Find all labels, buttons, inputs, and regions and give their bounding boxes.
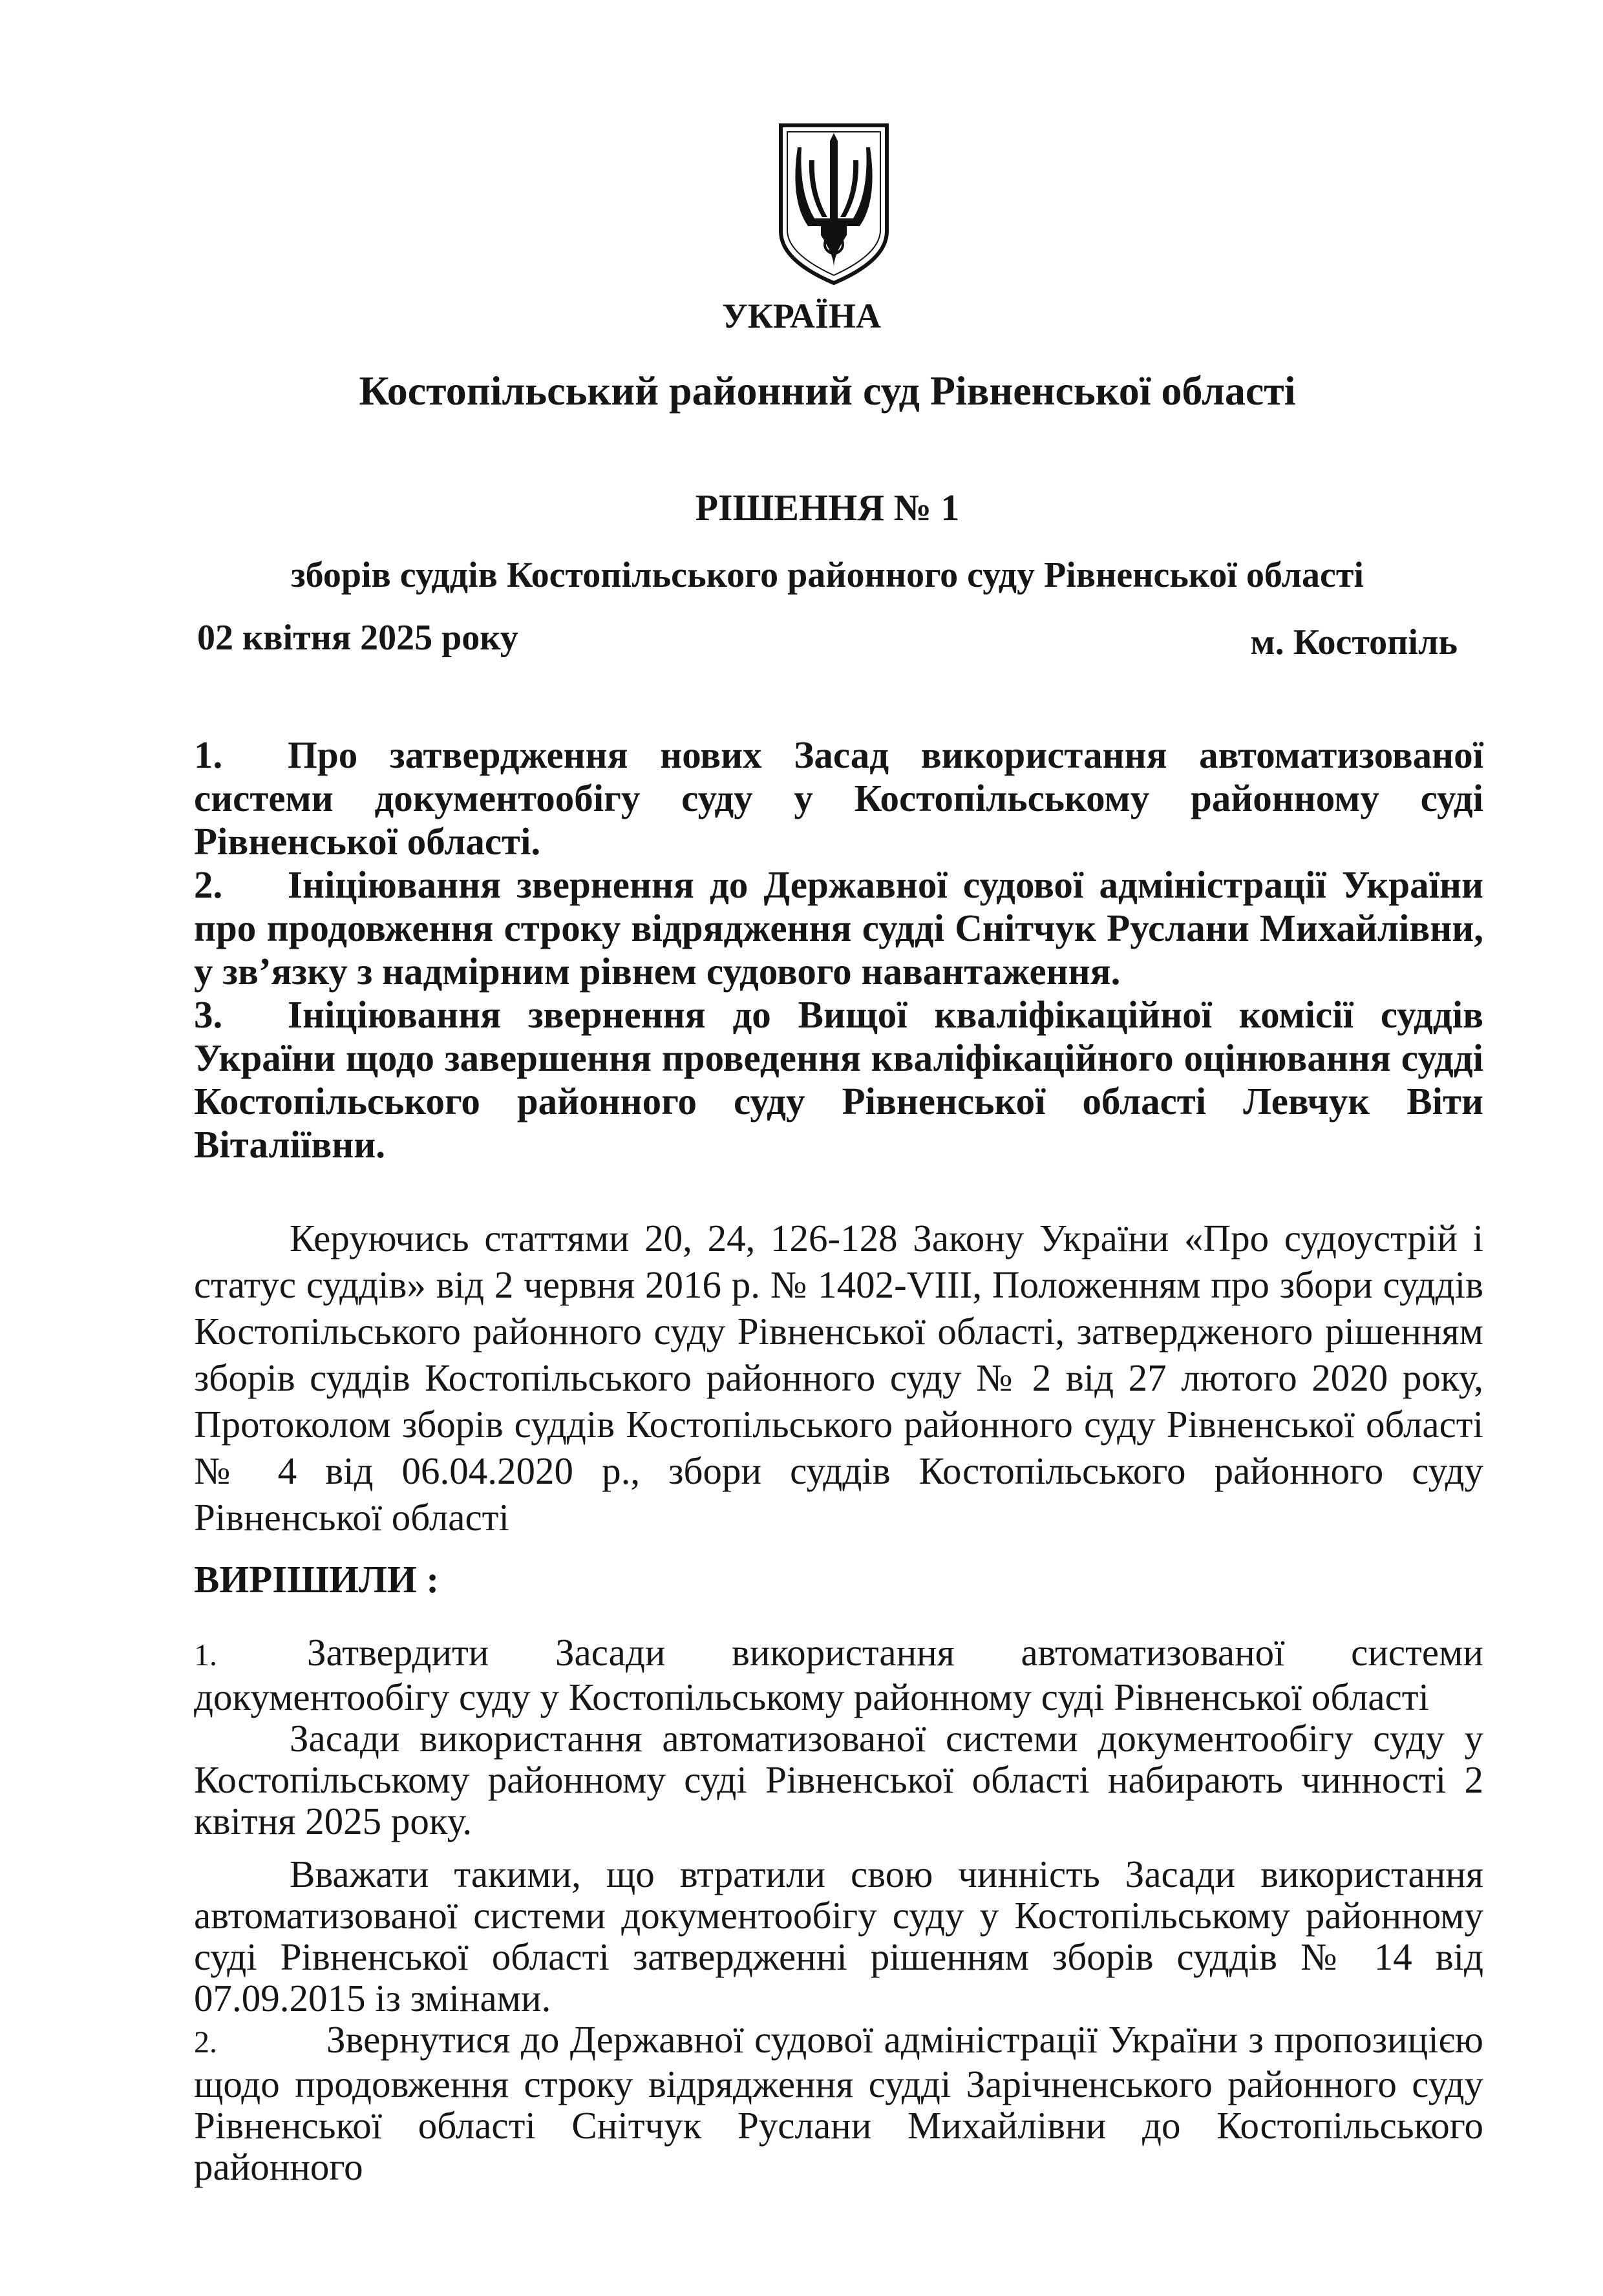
agenda-item-number: 2. bbox=[194, 863, 223, 906]
decision-date: 02 квітня 2025 року bbox=[197, 618, 518, 658]
agenda-item-text: Про затвердження нових Засад використання автоматизованої системи документообігу суду у Костопільському районному суді Рівненської області. bbox=[194, 733, 1483, 863]
agenda-item-number: 3. bbox=[194, 993, 223, 1036]
decision-place: м. Костопіль bbox=[1250, 622, 1458, 662]
agenda-list bbox=[194, 733, 1483, 1166]
resolution-1-repeal: Вважати такими, що втратили свою чинність Засади використання автоматизованої системи документообігу суду у Костопільському районному суді Рівненської області затвердженні рішенням зборів суддів № 14 від 07.09.2015 із змінами. bbox=[194, 1853, 1483, 2019]
agenda-item bbox=[194, 733, 1483, 863]
court-name: Костопільський районний суд Рівненської області bbox=[359, 368, 1296, 414]
preamble-text: Керуючись статтями 20, 24, 126-128 Закону України «Про судоустрій і статус суддів» від 2 червня 2016 р. № 1402-VIII, Положенням про збори суддів Костопільського районного суду Рівненської області, затвердженого рішенням зборів суддів Костопільського районного суду № 2 від 27 лютого 2020 року, Протоколом зборів суддів Костопільського районного суду Рівненської області № 4 від 06.04.2020 р., збори суддів Костопільського районного суду Рівненської області bbox=[194, 1217, 1483, 1539]
agenda-item-number: 1. bbox=[194, 733, 223, 776]
resolutions bbox=[194, 1632, 1483, 2187]
resolution-2 bbox=[194, 2019, 1483, 2187]
resolution-number: 2. bbox=[194, 2025, 217, 2059]
resolution-number: 1. bbox=[194, 1638, 217, 1672]
resolution-text: Затвердити Засади використання автоматизованої системи документообігу суду у Костопільському районному суді Рівненської області bbox=[194, 1631, 1483, 1718]
coat-of-arms-emblem bbox=[776, 121, 892, 286]
resolved-heading: ВИРІШИЛИ : bbox=[194, 1558, 440, 1601]
decision-title: РІШЕННЯ № 1 bbox=[695, 487, 960, 529]
agenda-item bbox=[194, 993, 1483, 1166]
resolution-1 bbox=[194, 1632, 1483, 1718]
preamble-paragraph bbox=[194, 1215, 1483, 1541]
agenda-item bbox=[194, 863, 1483, 993]
country-heading: УКРАЇНА bbox=[722, 297, 881, 335]
resolution-1-effective-date: Засади використання автоматизованої системи документообігу суду у Костопільському районному суді Рівненської області набирають чинності 2 квітня 2025 року. bbox=[194, 1717, 1483, 1842]
decision-subtitle: зборів суддів Костопільського районного суду Рівненської області bbox=[291, 555, 1364, 595]
trident-icon bbox=[776, 121, 892, 286]
agenda-item-text: Ініціювання звернення до Вищої кваліфікаційної комісії суддів України щодо завершення проведення кваліфікаційного оцінювання судді Костопільського районного суду Рівненської області Левчук Віти Віталіївни. bbox=[194, 993, 1483, 1166]
resolution-text: Звернутися до Державної судової адміністрації України з пропозицією щодо продовження строку відрядження судді Зарічненського районного суду Рівненської області Снітчук Руслани Михайлівни до Костопільського районного bbox=[194, 2018, 1483, 2188]
agenda-item-text: Ініціювання звернення до Державної судової адміністрації України про продовження строку відрядження судді Снітчук Руслани Михайлівни, у зв’язку з надмірним рівнем судового навантаження. bbox=[194, 863, 1483, 993]
